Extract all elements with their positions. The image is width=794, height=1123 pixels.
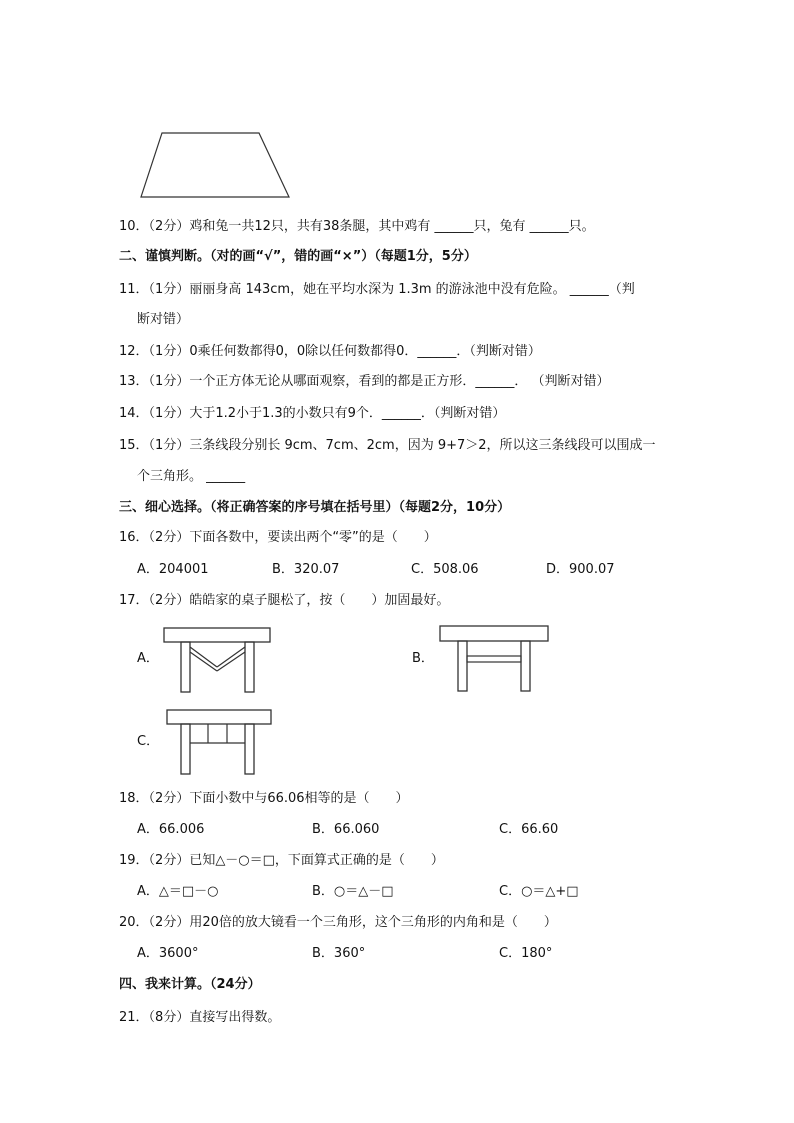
q18-option-a: A．66.006	[137, 822, 205, 837]
q16-option-c: C．508.06	[411, 562, 479, 577]
question-11-continued: 断对错）	[137, 312, 190, 327]
q16-option-b: B．320.07	[272, 562, 340, 577]
q16-option-d: D．900.07	[546, 562, 615, 577]
q17-option-b-label: B．	[412, 651, 434, 666]
table-a-diagonal-brace-figure	[161, 625, 273, 695]
question-15: 15．（1分）三条线段分别长 9cm、7cm、2cm，因为 9+7＞2，所以这三条线段可以围成一	[119, 438, 656, 453]
section-2-heading: 二、谨慎判断。（对的画“√”，错的画“×”）（每题1分，5分）	[119, 249, 477, 264]
question-10: 10．（2分）鸡和兔一共12只，共有38条腿，其中鸡有 ______只，兔有 ______只。	[119, 219, 595, 234]
q19-option-c: C．○＝△+□	[499, 884, 579, 899]
q20-option-b: B．360°	[312, 946, 366, 961]
q17-option-a-label: A．	[137, 651, 159, 666]
table-c-vertical-slats-figure	[164, 707, 274, 777]
section-4-heading: 四、我来计算。（24分）	[119, 977, 261, 992]
q20-option-a: A．3600°	[137, 946, 199, 961]
question-21: 21．（8分）直接写出得数。	[119, 1010, 281, 1025]
question-13: 13．（1分）一个正方体无论从哪面观察，看到的都是正方形．______． （判断对错）	[119, 374, 610, 389]
q16-option-a: A．204001	[137, 562, 209, 577]
section-3-heading: 三、细心选择。（将正确答案的序号填在括号里）（每题2分，10分）	[119, 500, 511, 515]
q19-option-a: A．△＝□－○	[137, 884, 219, 899]
table-b-horizontal-brace-figure	[437, 623, 551, 695]
question-17: 17．（2分）皓皓家的桌子腿松了，按（ ）加固最好。	[119, 593, 450, 608]
question-18: 18．（2分）下面小数中与66.06相等的是（ ）	[119, 791, 409, 806]
question-15-continued: 个三角形。 ______	[137, 469, 246, 484]
question-19: 19．（2分）已知△－○＝□，下面算式正确的是（ ）	[119, 853, 444, 868]
trapezoid-figure	[139, 131, 291, 199]
q20-option-c: C．180°	[499, 946, 553, 961]
q17-option-c-label: C．	[137, 734, 160, 749]
q19-option-b: B．○＝△－□	[312, 884, 394, 899]
q18-option-c: C．66.60	[499, 822, 559, 837]
question-20: 20．（2分）用20倍的放大镜看一个三角形，这个三角形的内角和是（ ）	[119, 915, 557, 930]
q18-option-b: B．66.060	[312, 822, 380, 837]
question-11: 11．（1分）丽丽身高 143cm，她在平均水深为 1.3m 的游泳池中没有危险。 ______（判	[119, 282, 635, 297]
question-14: 14．（1分）大于1.2小于1.3的小数只有9个．______．（判断对错）	[119, 406, 506, 421]
question-12: 12．（1分）0乘任何数都得0，0除以任何数都得0．______．（判断对错）	[119, 344, 541, 359]
question-16: 16．（2分）下面各数中，要读出两个“零”的是（ ）	[119, 530, 437, 545]
